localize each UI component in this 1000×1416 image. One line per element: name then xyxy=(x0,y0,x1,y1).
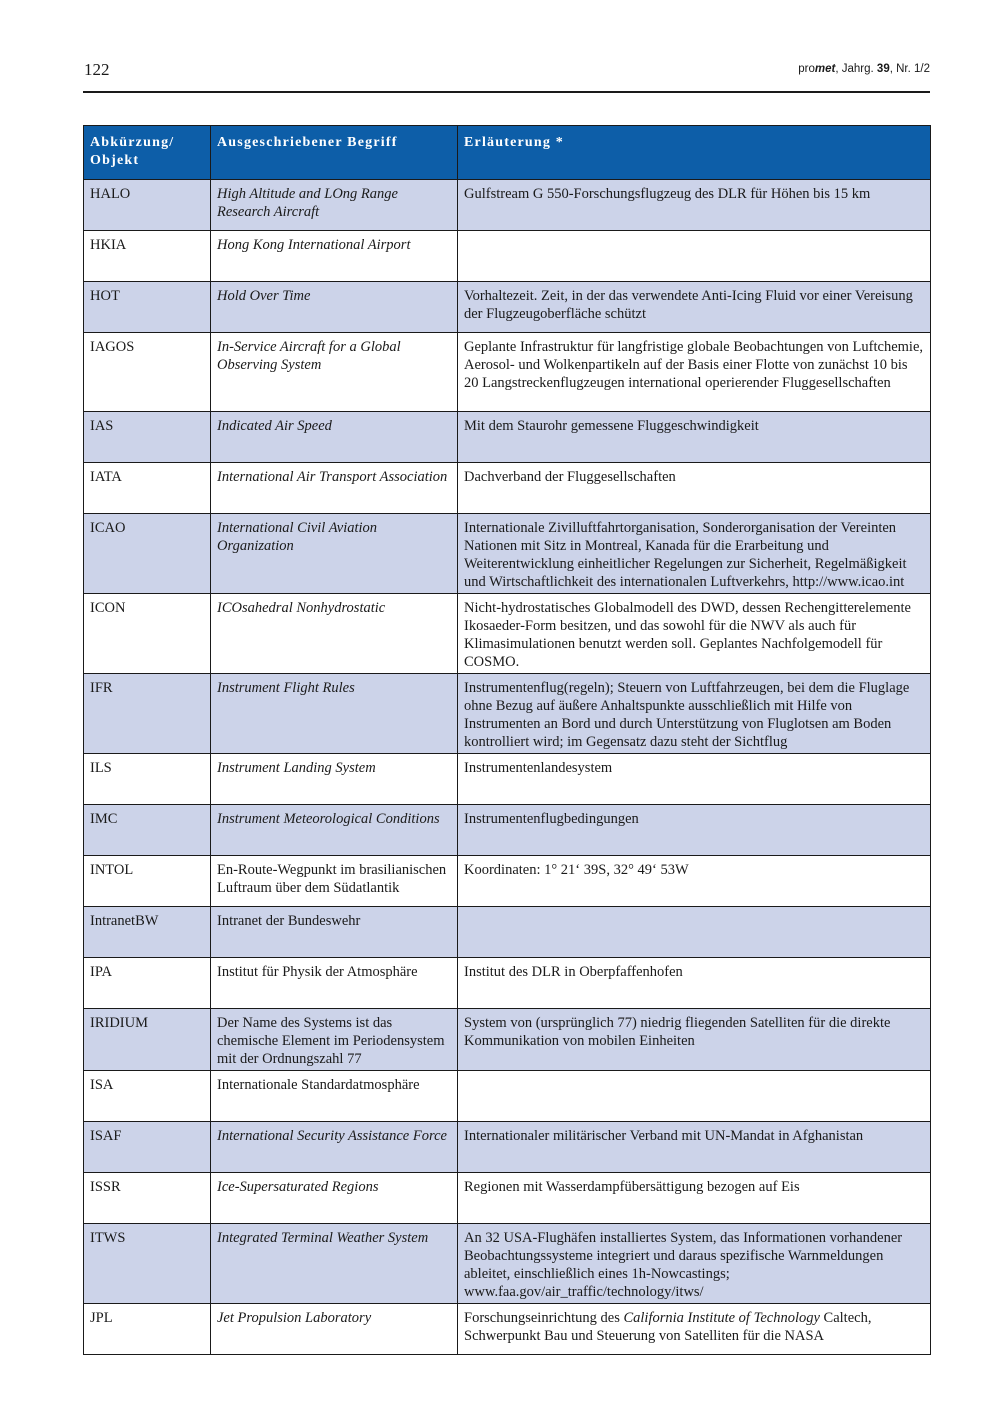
cell-abbreviation: ITWS xyxy=(84,1224,211,1304)
cell-abbreviation: IFR xyxy=(84,674,211,754)
cell-term: High Altitude and LOng Range Research Aircraft xyxy=(211,180,458,231)
table-row xyxy=(84,594,931,674)
cell-abbreviation: HOT xyxy=(84,282,211,333)
table-row xyxy=(84,333,931,412)
journal-issue: , Nr. 1/2 xyxy=(889,63,930,75)
cell-term: International Security Assistance Force xyxy=(211,1122,458,1173)
journal-brand: met xyxy=(814,63,836,75)
cell-explanation: Koordinaten: 1° 21‘ 39S, 32° 49‘ 53W xyxy=(458,856,931,907)
table-row xyxy=(84,754,931,805)
header-explanation: Erläuterung * xyxy=(458,126,931,180)
cell-explanation: System von (ursprünglich 77) niedrig fliegenden Satelliten für die direkte Kommunikation von mobilen Einheiten xyxy=(458,1009,931,1071)
header-abbreviation: Abkürzung/ Objekt xyxy=(84,126,211,180)
cell-term: Instrument Meteorological Conditions xyxy=(211,805,458,856)
cell-abbreviation: HALO xyxy=(84,180,211,231)
cell-explanation xyxy=(458,907,931,958)
cell-explanation: Instrumentenflug(regeln); Steuern von Luftfahrzeugen, bei dem die Fluglage ohne Bezug auf äußere Anhaltspunkte ausschließlich mit Hilfe von Instrumenten an Bord und durch Unterstützung von Fluglotsen am Boden kontrolliert wird; im Gegensatz dazu steht der Sichtflug xyxy=(458,674,931,754)
glossary-table xyxy=(83,125,931,1355)
cell-term: Integrated Terminal Weather System xyxy=(211,1224,458,1304)
cell-abbreviation: ICAO xyxy=(84,514,211,594)
table-row xyxy=(84,805,931,856)
table-row xyxy=(84,907,931,958)
table-row xyxy=(84,958,931,1009)
cell-term: Der Name des Systems ist das chemische Element im Periodensystem mit der Ordnungszahl 77 xyxy=(211,1009,458,1071)
cell-term: Internationale Standardatmosphäre xyxy=(211,1071,458,1122)
cell-explanation: An 32 USA-Flughäfen installiertes System, das Informationen vorhandener Beobachtungssysteme integriert und daraus spezifische Warnmeldungen ableitet, einschließlich eines 1h-Nowcastings; www.faa.gov/air_traffic/technology/itws/ xyxy=(458,1224,931,1304)
cell-term: Hold Over Time xyxy=(211,282,458,333)
table-row xyxy=(84,1122,931,1173)
journal-reference xyxy=(798,63,930,75)
page-number: 122 xyxy=(84,60,110,79)
cell-explanation: Regionen mit Wasserdampfübersättigung bezogen auf Eis xyxy=(458,1173,931,1224)
table-row xyxy=(84,856,931,907)
cell-abbreviation: ISAF xyxy=(84,1122,211,1173)
cell-term: Instrument Landing System xyxy=(211,754,458,805)
table-row xyxy=(84,282,931,333)
cell-explanation: Instrumentenlandesystem xyxy=(458,754,931,805)
cell-abbreviation: IntranetBW xyxy=(84,907,211,958)
cell-term: En-Route-Wegpunkt im brasilianischen Luftraum über dem Südatlantik xyxy=(211,856,458,907)
cell-term: Jet Propulsion Laboratory xyxy=(211,1304,458,1355)
cell-abbreviation: JPL xyxy=(84,1304,211,1355)
cell-explanation xyxy=(458,231,931,282)
cell-term: In-Service Aircraft for a Global Observing System xyxy=(211,333,458,412)
cell-abbreviation: HKIA xyxy=(84,231,211,282)
cell-term: Intranet der Bundeswehr xyxy=(211,907,458,958)
table-row xyxy=(84,1071,931,1122)
cell-term: Ice-Supersaturated Regions xyxy=(211,1173,458,1224)
explanation-part: Forschungseinrichtung des xyxy=(464,1310,624,1326)
table-row xyxy=(84,1304,931,1355)
cell-abbreviation: IMC xyxy=(84,805,211,856)
journal-volume: 39 xyxy=(876,63,890,75)
table-row xyxy=(84,674,931,754)
journal-prefix: pro xyxy=(798,63,815,75)
table-header-row xyxy=(84,126,931,180)
cell-abbreviation: IAGOS xyxy=(84,333,211,412)
cell-explanation: Internationale Zivilluftfahrtorganisation, Sonderorganisation der Vereinten Nationen mit Sitz in Montreal, Kanada für die Erarbeitung und Weiterentwicklung einheitlicher Regelungen zur Sicherheit, Regelmäßigkeit und Wirtschaftlichkeit des internationalen Luftverkehrs, http://www.icao.int xyxy=(458,514,931,594)
cell-explanation: Instrumentenflugbedingungen xyxy=(458,805,931,856)
table-row xyxy=(84,180,931,231)
cell-abbreviation: IPA xyxy=(84,958,211,1009)
cell-explanation: Internationaler militärischer Verband mit UN-Mandat in Afghanistan xyxy=(458,1122,931,1173)
cell-abbreviation: ILS xyxy=(84,754,211,805)
cell-term: Indicated Air Speed xyxy=(211,412,458,463)
table-row xyxy=(84,1173,931,1224)
cell-explanation: Gulfstream G 550-Forschungsflugzeug des DLR für Höhen bis 15 km xyxy=(458,180,931,231)
explanation-part: Caltech, Schwerpunkt Bau und Steuerung von Satelliten für die NASA xyxy=(464,1310,872,1344)
cell-abbreviation: IRIDIUM xyxy=(84,1009,211,1071)
header-term: Ausgeschriebener Begriff xyxy=(211,126,458,180)
cell-explanation: Geplante Infrastruktur für langfristige globale Beobachtungen von Luftchemie, Aerosol- und Wolkenpartikeln auf der Basis einer Flotte von zunächst 10 bis 20 Langstreckenflugzeugen international operierender Fluggesellschaften xyxy=(458,333,931,412)
cell-explanation: Vorhaltezeit. Zeit, in der das verwendete Anti-Icing Fluid vor einer Vereisung der Flugzeugoberfläche schützt xyxy=(458,282,931,333)
cell-explanation: Dachverband der Fluggesellschaften xyxy=(458,463,931,514)
table-row xyxy=(84,463,931,514)
cell-term: International Air Transport Association xyxy=(211,463,458,514)
table-row xyxy=(84,412,931,463)
table-row xyxy=(84,514,931,594)
cell-abbreviation: ISSR xyxy=(84,1173,211,1224)
cell-term: Hong Kong International Airport xyxy=(211,231,458,282)
table-row xyxy=(84,1009,931,1071)
cell-explanation: Nicht-hydrostatisches Globalmodell des DWD, dessen Rechengitterelemente Ikosaeder-Form besitzen, und das sowohl für die NWV als auch für Klimasimulationen benutzt werden soll. Geplantes Nachfolgemodell für COSMO. xyxy=(458,594,931,674)
cell-abbreviation: IAS xyxy=(84,412,211,463)
cell-explanation xyxy=(458,1304,931,1355)
header-rule xyxy=(83,91,930,93)
cell-explanation xyxy=(458,1071,931,1122)
explanation-part: California Institute of Technology xyxy=(623,1310,820,1326)
table-row xyxy=(84,1224,931,1304)
cell-term: International Civil Aviation Organization xyxy=(211,514,458,594)
cell-abbreviation: IATA xyxy=(84,463,211,514)
cell-abbreviation: ISA xyxy=(84,1071,211,1122)
cell-term: ICOsahedral Nonhydrostatic xyxy=(211,594,458,674)
cell-explanation: Institut des DLR in Oberpfaffenhofen xyxy=(458,958,931,1009)
table-row xyxy=(84,231,931,282)
cell-term: Institut für Physik der Atmosphäre xyxy=(211,958,458,1009)
cell-abbreviation: ICON xyxy=(84,594,211,674)
cell-abbreviation: INTOL xyxy=(84,856,211,907)
journal-mid: , Jahrg. xyxy=(835,63,877,75)
cell-term: Instrument Flight Rules xyxy=(211,674,458,754)
cell-explanation: Mit dem Staurohr gemessene Fluggeschwindigkeit xyxy=(458,412,931,463)
